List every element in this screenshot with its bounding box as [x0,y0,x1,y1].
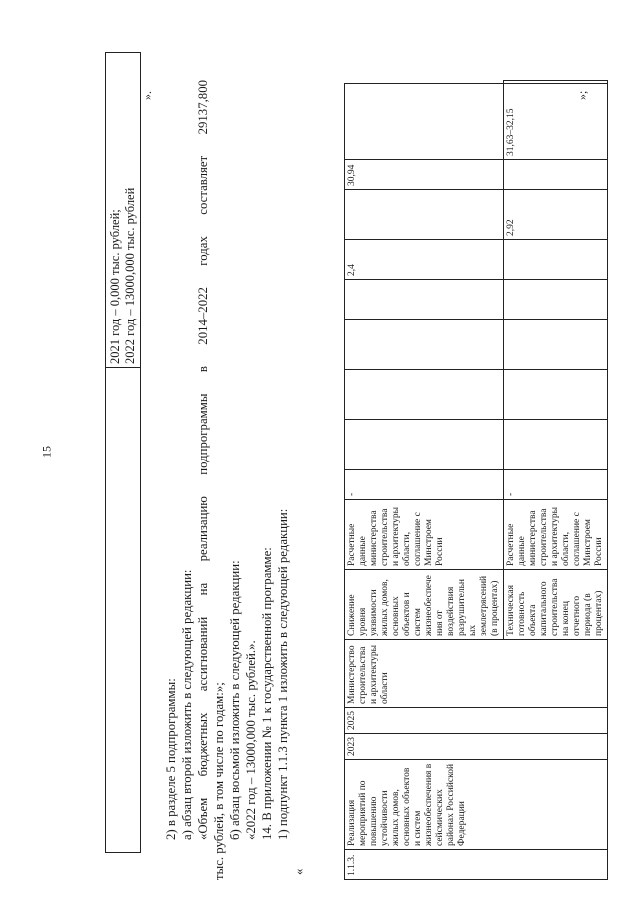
table-row [345,81,504,880]
rotated-sheet [85,80,604,880]
dash-cell: - [345,470,504,500]
empty-cell [504,370,608,420]
value-cell: 31,63–32,15 [504,84,608,160]
empty-cell [345,420,504,470]
paragraph: 1) подпункт 1.1.3 пункта 1 изложить в следующей редакции: [276,508,290,840]
budget-line-2022: 2022 год – 13000,000 тыс. рублей [123,187,137,364]
empty-cell [504,160,608,190]
table-row [106,53,141,853]
empty-cell [504,240,608,280]
indicator-cell: Снижение уровня уязвимости жилых домов, основных объектов и систем жизнеобеспечения от воздействия разрушительных землетрясений (в процентах) [345,570,504,640]
indicator-cell: Техническая готовность объекта капитального строительства на конец отчетного периода (в процентах) [504,570,608,640]
item-number-cell: 1.1.3. [345,850,608,880]
empty-cell [345,190,504,240]
paragraph: б) абзац восьмой изложить в следующей редакции: [228,560,242,840]
empty-cell [504,280,608,320]
paragraph: «2022 год – 13000,000 тыс. рублей.». [244,640,258,840]
budget-line-2021: 2021 год – 0,000 тыс. рублей; [108,209,122,364]
source-cell: Расчетные данные министерства строительства и архитектуры области, соглашение с Минстроем России [504,500,608,570]
paragraph: а) абзац второй изложить в следующей редакции: [180,569,194,840]
value-cell: 30,94 [345,160,504,190]
empty-cell [504,81,608,84]
paragraph: 2) в разделе 5 подпрограммы: [164,678,178,840]
value-cell: 2,4 [345,240,504,280]
paragraph: « [292,868,306,875]
empty-cell [345,370,504,420]
empty-cell [504,420,608,470]
empty-cell [345,84,504,160]
budget-table [105,52,141,853]
source-cell: Расчетные данные министерства строительства и архитектуры области, соглашение с Минстроем России [345,500,504,570]
budget-cell [106,53,141,368]
empty-cell [504,320,608,370]
value-cell: 2,92 [504,190,608,240]
paragraph: тыс. рублей, в том числе по годам:»; [212,682,226,880]
empty-cell [345,320,504,370]
executor-cell: Министерство строительства и архитектуры области [345,640,608,708]
paragraph: «Объем бюджетных ассигнований на реализацию подпрограммы в 2014–2022 годах составляет 29137,800 [196,80,210,840]
dash-cell: - [504,470,608,500]
program-table [344,80,608,880]
program-table-closing: »; [575,90,589,100]
page-number: 15 [39,446,54,458]
measure-cell: Реализация мероприятий по повышению устойчивости жилых домов, основных объектов и систем жизнеобеспечения в сейсмических районах Российской Федерации [345,760,608,850]
budget-empty-cell [106,368,141,853]
empty-cell [345,280,504,320]
year-end-cell: 2025 [345,708,608,734]
paragraph: 14. В приложении № 1 к государственной программе: [260,547,274,840]
budget-table-closing: ». [140,91,154,100]
year-start-cell: 2023 [345,734,608,760]
